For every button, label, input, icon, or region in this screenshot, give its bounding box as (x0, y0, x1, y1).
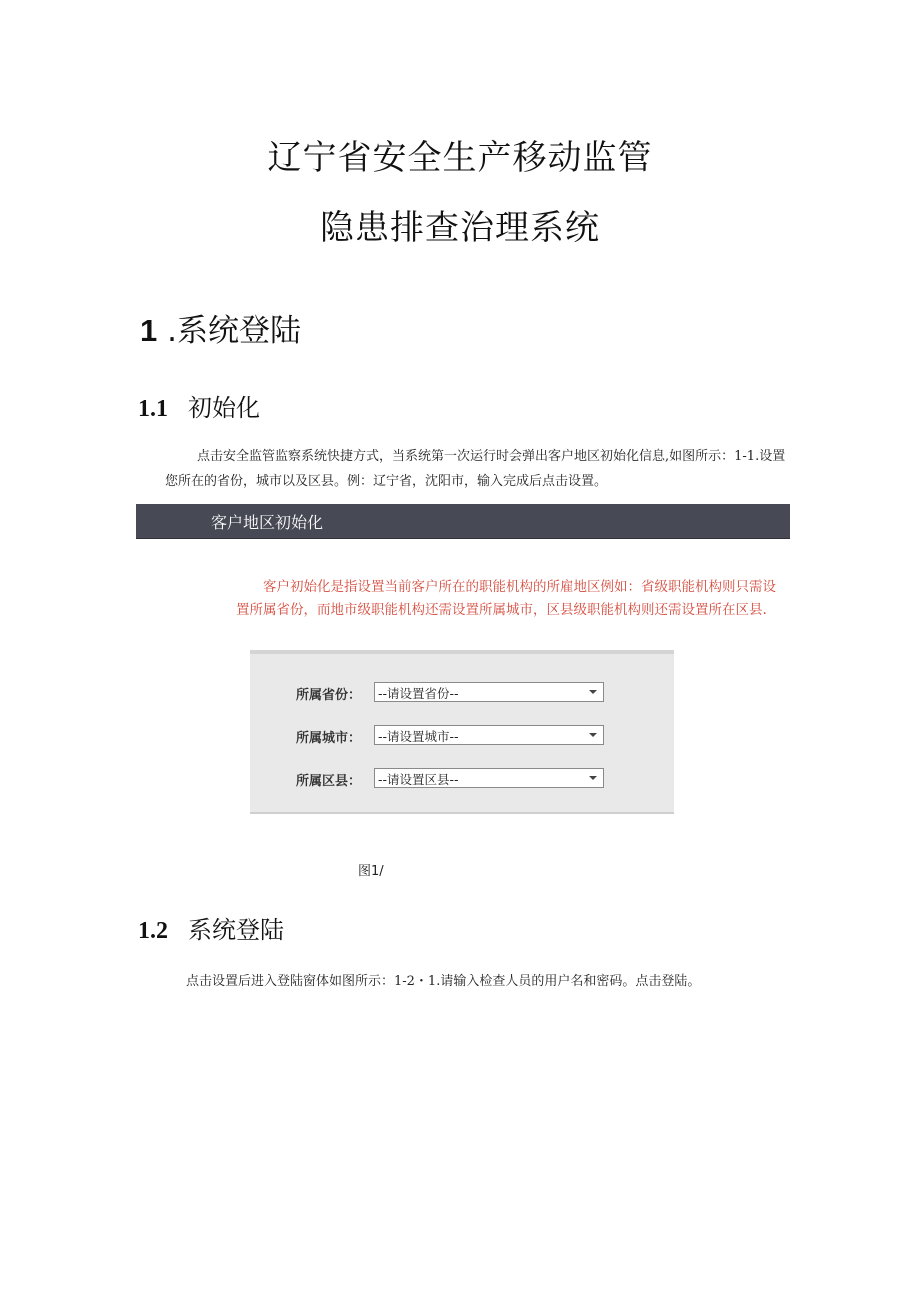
city-label: 所属城市： (296, 731, 362, 746)
section-1-number: 1 (140, 313, 158, 348)
region-form-panel (250, 650, 674, 814)
section-1-1-title: 初始化 (188, 394, 260, 422)
chevron-down-icon (589, 733, 597, 737)
section-1-1-heading (138, 388, 260, 423)
section-1-heading (140, 305, 301, 350)
province-label: 所属省份： (296, 688, 362, 703)
section-1-title: .系统登陆 (167, 313, 301, 349)
figure-caption: 图1/ (358, 864, 384, 879)
county-label: 所属区县： (296, 774, 362, 789)
region-init-banner (136, 504, 790, 539)
document-title-line2: 隐患排查治理系统 (320, 208, 600, 248)
section-1-1-paragraph: 点击安全监管监察系统快捷方式，当系统第一次运行时会弹出客户地区初始化信息,如图所示：1-1.设置您所在的省份，城市以及区县。例：辽宁省，沈阳市，输入完成后点击设置。 (165, 449, 786, 489)
chevron-down-icon (589, 776, 597, 780)
region-init-banner-title: 客户地区初始化 (211, 513, 324, 532)
section-1-2-number: 1.2 (138, 918, 168, 944)
document-title-line1: 辽宁省安全生产移动监管 (267, 138, 653, 178)
section-1-2-title: 系统登陆 (188, 916, 284, 944)
region-init-note: 客户初始化是指设置当前客户所在的职能机构的所雇地区例如：省级职能机构则只需设置所属省份，而地市级职能机构还需设置所属城市，区县级职能机构则还需设置所在区县. (236, 579, 776, 618)
section-1-2-heading (138, 910, 284, 945)
province-select-value: --请设置省份-- (378, 686, 459, 701)
section-1-1-number: 1.1 (138, 396, 168, 422)
province-select[interactable] (374, 682, 604, 702)
city-select[interactable] (374, 725, 604, 745)
chevron-down-icon (589, 690, 597, 694)
section-1-2-paragraph: 点击设置后进入登陆窗体如图所示：1-2・1.请输入检查人员的用户名和密码。点击登陆。 (186, 974, 701, 989)
city-select-value: --请设置城市-- (378, 729, 459, 744)
county-select-value: --请设置区县-- (378, 772, 459, 787)
county-select[interactable] (374, 768, 604, 788)
